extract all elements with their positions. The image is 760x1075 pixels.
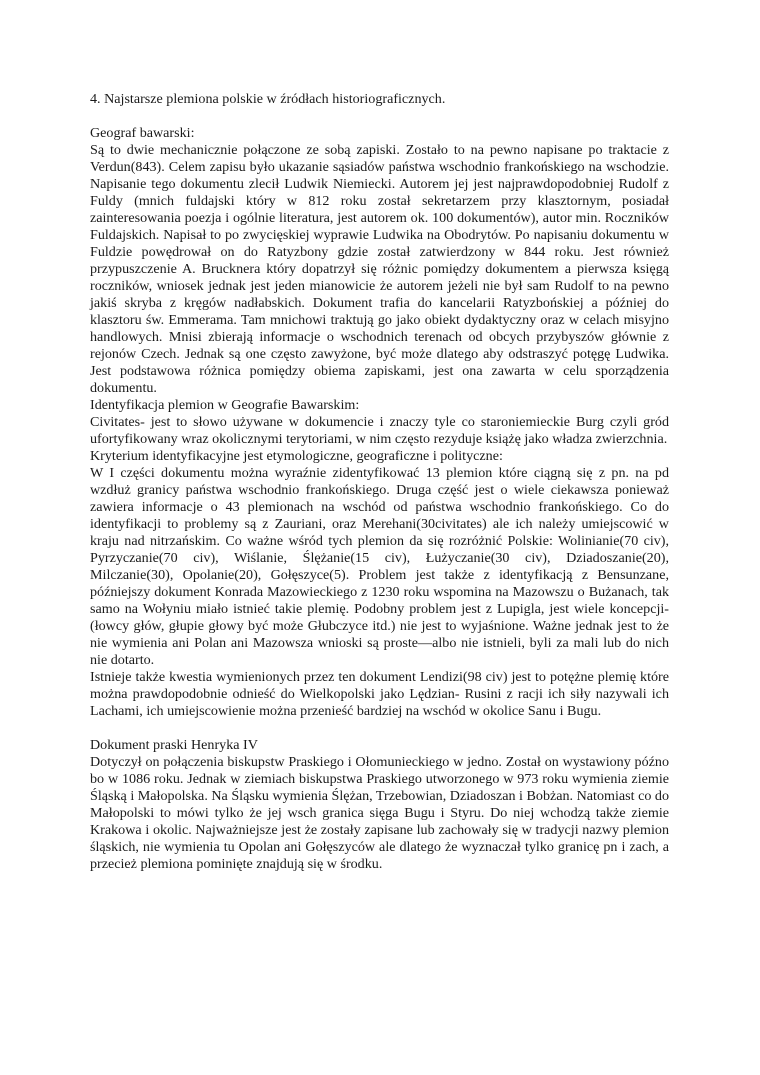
spacer (90, 108, 669, 125)
paragraph-dokument-praski: Dotyczył on połączenia biskupstw Praskiego i Ołomunieckiego w jedno. Został on wystawiony późno bo w 1086 roku. Jednak w ziemiach biskupstwa Praskiego utworzonego w 973 roku wymienia ziemie Śląską i Małopolska. Na Śląsku wymienia Ślężan, Trzebowian, Dziadoszan i Bobżan. Natomiast co do Małopolski to mówi tylko że jej wsch granica sięga Bugu i Styru. Do niej wchodzą także ziemie Krakowa i okolic. Najważniejsze jest że zostały zapisane lub zachowały się w tradycji nazwy plemion śląskich, nie wymienia tu Opolan ani Gołęszyców ale dlatego że wyznaczał tylko granicę pn i zach, a przecież plemiona pominięte znajdują się w środku. (90, 754, 669, 872)
paragraph-plemiona: W I części dokumentu można wyraźnie zidentyfikować 13 plemion które ciągną się z pn. na pd wzdłuż granicy państwa wschodnio frankońskiego. Druga część jest o wiele ciekawsza ponieważ zawiera informacje o 43 plemionach na wschód od państwa wschodnio frankońskiego. Co do identyfikacji to problemy są z Zauriani, oraz Merehani(30civitates) ale ich należy umiejscowić w kraju nad nitrzańskim. Co ważne wśród tych plemion da się rozróżnić Polskie: Wolinianie(70 civ), Pyrzyczanie(70 civ), Wiślanie, Ślężanie(15 civ), Łużyczanie(30 civ), Dziadoszanie(20), Milczanie(30), Opolanie(20), Gołęszyce(5). Problem jest także z identyfikacją z Bensunzane, późniejszy dokument Konrada Mazowieckiego z 1230 roku wspomina na Mazowszu o Bużanach, tak samo na Wołyniu miało istnieć takie plemię. Podobny problem jest z Lupigla, jest wiele koncepcji-(łowcy głów, głupie głowy być może Głubczyce itd.) nie jest to wyjaśnione. Ważne jednak jest to że nie wymienia ani Polan ani Mazowsza wnioski są proste—albo nie istnieli, byli za mali lub do nich nie dotarto. (90, 465, 669, 668)
document-page (90, 91, 669, 873)
document-title: 4. Najstarsze plemiona polskie w źródłach historiograficznych. (90, 91, 446, 107)
paragraph-lendizi: Istnieje także kwestia wymienionych przez ten dokument Lendizi(98 civ) jest to potężne plemię które można prawdopodobnie odnieść do Wielkopolski jako Lędzian- Rusini z racji ich siły nazywali ich Lachami, ich umiejscowienie można przenieść bardziej na wschód w okolice Sanu i Bugu. (90, 669, 669, 719)
section-heading-dokument-praski: Dokument praski Henryka IV (90, 737, 258, 753)
section-heading-geograf-bawarski: Geograf bawarski: (90, 125, 195, 141)
paragraph-civitates: Civitates- jest to słowo używane w dokumencie i znaczy tyle co staroniemieckie Burg czyli gród ufortyfikowany wraz okolicznymi terytoriami, w nim często rezyduje książę jako władza zwierzchnia. (90, 414, 669, 447)
spacer (90, 720, 669, 737)
subheading-kryterium: Kryterium identyfikacyjne jest etymologiczne, geograficzne i polityczne: (90, 448, 503, 464)
paragraph-geograf-intro: Są to dwie mechanicznie połączone ze sobą zapiski. Zostało to na pewno napisane po traktacie z Verdun(843). Celem zapisu było ukazanie sąsiadów państwa wschodnio frankońskiego na wschodzie. Napisanie tego dokumentu zlecił Ludwik Niemiecki. Autorem jej jest najprawdopodobniej Rudolf z Fuldy (mnich fuldajski który w 812 roku został sekretarzem przy klasztornym, posiadał zainteresowania poezja i ogólnie literatura, jest autorem ok. 100 dokumentów), autor min. Roczników Fuldajskich. Napisał to po zwycięskiej wyprawie Ludwika na Obodrytów. Po napisaniu dokumentu w Fuldzie powędrował on do Ratyzbony gdzie został zatwierdzony w 844 roku. Jest również przypuszczenie A. Brucknera który dopatrzył się różnic pomiędzy dokumentem a pierwsza księgą roczników, wniosek jednak jest jeden mianowicie że autorem jeżeli nie był sam Rudolf to na pewno jakiś skryba z kręgów nadłabskich. Dokument trafia do kancelarii Ratyzbońskiej a później do klasztoru św. Emmerama. Tam mnichowi traktują go jako obiekt dydaktyczny oraz w celach misyjno handlowych. Mnisi zbierają informacje o wschodnich terenach od obcych przybyszów głównie z rejonów Czech. Jednak są one często zawyżone, być może dlatego aby odstraszyć potęgę Ludwika. Jest podstawowa różnica pomiędzy obiema zapiskami, jest ona zawarta w celu sporządzenia dokumentu. (90, 142, 669, 396)
subheading-identyfikacja-plemion: Identyfikacja plemion w Geografie Bawarskim: (90, 397, 360, 413)
